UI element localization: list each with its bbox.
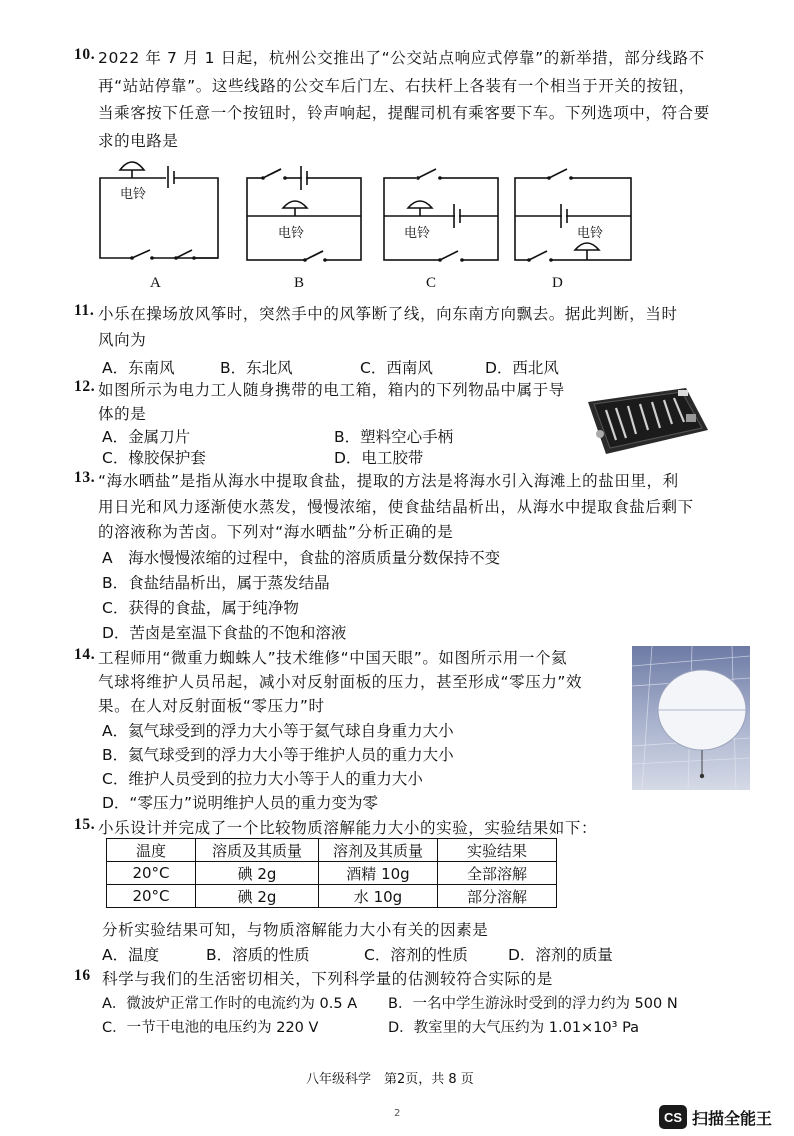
q14-option-a: A．氦气球受到的浮力大小等于氦气球自身重力大小: [102, 722, 454, 740]
q16-line: 科学与我们的生活密切相关，下列科学量的估测较符合实际的是: [102, 970, 553, 988]
q15-number: 15.: [74, 816, 96, 833]
q13-option-d: D．苦卤是室温下食盐的不饱和溶液: [102, 624, 347, 642]
q10-line-3: 当乘客按下任意一个按钮时，铃声响起，提醒司机有乘客要下车。下列选项中，符合要: [98, 104, 710, 122]
q12-option-a: A．金属刀片: [102, 428, 191, 446]
balloon-photo: [632, 646, 750, 790]
q10-line-4: 求的电路是: [98, 132, 179, 150]
q13-option-b: B．食盐结晶析出，属于蒸发结晶: [102, 574, 330, 592]
table-cell: 碘 2g: [196, 885, 319, 908]
table-header-cell: 溶质及其质量: [196, 839, 319, 862]
q11-line-1: 小乐在操场放风筝时，突然手中的风筝断了线，向东南方向飘去。据此判断，当时: [98, 305, 678, 323]
circuit-b-bell-label: 电铃: [278, 226, 305, 241]
q16-option-d: D．教室里的大气压约为 1.01×10³ Pa: [388, 1020, 640, 1036]
table-cell: 酒精 10g: [319, 862, 438, 885]
q15-option-b: B．溶质的性质: [206, 946, 310, 964]
circuit-a-bell-label: 电铃: [120, 187, 147, 202]
q11-line-2: 风向为: [98, 331, 147, 349]
table-header-row: [107, 839, 557, 862]
q11-number: 11.: [74, 302, 95, 319]
table-cell: 部分溶解: [438, 885, 557, 908]
q14-option-d: D．“零压力”说明维护人员的重力变为零: [102, 794, 378, 812]
circuit-c-label: C: [426, 275, 437, 291]
q14-line-1: 工程师用“微重力蜘蛛人”技术维修“中国天眼”。如图所示用一个氦: [98, 649, 568, 667]
q11-option-d: D．西北风: [485, 359, 559, 377]
table-cell: 水 10g: [319, 885, 438, 908]
circuit-d-bell-label: 电铃: [577, 226, 604, 241]
table-header-cell: 实验结果: [438, 839, 557, 862]
q16-option-a: A．微波炉正常工作时的电流约为 0.5 A: [102, 996, 358, 1012]
page-footer: 八年级科学 第2页，共 8 页: [306, 1072, 474, 1087]
q11-option-a: A．东南风: [102, 359, 175, 377]
circuit-d-diagram: [511, 164, 635, 264]
q11-option-b: B．东北风: [220, 359, 293, 377]
q12-line-1: 如图所示为电力工人随身携带的电工箱，箱内的下列物品中属于导: [98, 381, 565, 399]
q13-number: 13.: [74, 469, 96, 486]
toolbox-image: [582, 384, 710, 456]
q12-option-b: B．塑料空心手柄: [334, 428, 454, 446]
table-cell: 20°C: [107, 862, 196, 885]
circuit-c-diagram: [380, 164, 502, 264]
table-cell: 全部溶解: [438, 862, 557, 885]
q15-option-c: C．溶剂的性质: [364, 946, 468, 964]
q13-line-1: “海水晒盐”是指从海水中提取食盐，提取的方法是将海水引入海滩上的盐田里，利: [98, 472, 679, 490]
q15-line: 小乐设计并完成了一个比较物质溶解能力大小的实验，实验结果如下：: [98, 819, 598, 837]
q13-line-2: 用日光和风力逐渐使水蒸发，慢慢浓缩，使食盐结晶析出，从海水中提取食盐后剩下: [98, 498, 694, 516]
q14-number: 14.: [74, 646, 96, 663]
q14-option-c: C．维护人员受到的拉力大小等于人的重力大小: [102, 770, 423, 788]
circuit-a-diagram: [96, 156, 222, 264]
q13-option-c: C．获得的食盐，属于纯净物: [102, 599, 299, 617]
q15-after-text: 分析实验结果可知，与物质溶解能力大小有关的因素是: [102, 921, 489, 939]
q12-line-2: 体的是: [98, 405, 147, 423]
q10-number: 10.: [74, 46, 96, 63]
circuit-d-label: D: [552, 275, 563, 291]
q12-option-d: D．电工胶带: [334, 449, 424, 467]
q12-number: 12.: [74, 378, 96, 395]
q14-line-2: 气球将维护人员吊起，减小对反射面板的压力，甚至形成“零压力”效: [98, 673, 583, 691]
table-row: [107, 862, 557, 885]
circuit-c-bell-label: 电铃: [404, 226, 431, 241]
circuit-d: [511, 164, 635, 264]
q10-line-2: 再“站站停靠”。这些线路的公交车后门左、右扶杆上各装有一个相当于开关的按钮，: [98, 77, 695, 95]
page-number: 2: [394, 1108, 401, 1119]
table-header-cell: 温度: [107, 839, 196, 862]
circuit-a-label: A: [150, 275, 161, 291]
circuit-a: [96, 156, 222, 264]
table-header-cell: 溶剂及其质量: [319, 839, 438, 862]
circuit-b-diagram: [243, 164, 365, 264]
circuit-b-label: B: [294, 275, 305, 291]
q16-option-c: C．一节干电池的电压约为 220 V: [102, 1020, 319, 1036]
camscanner-logo-icon: CS: [659, 1105, 687, 1129]
q16-number: 16: [74, 967, 91, 984]
circuit-c: [380, 164, 502, 264]
camscanner-watermark: 扫描全能王: [692, 1109, 773, 1128]
table-cell: 20°C: [107, 885, 196, 908]
q15-option-d: D．溶剂的质量: [508, 946, 613, 964]
q12-option-c: C．橡胶保护套: [102, 449, 206, 467]
q13-line-3: 的溶液称为苦卤。下列对“海水晒盐”分析正确的是: [98, 523, 454, 541]
table-cell: 碘 2g: [196, 862, 319, 885]
q16-option-b: B．一名中学生游泳时受到的浮力约为 500 N: [388, 996, 678, 1012]
q13-option-a: A 海水慢慢浓缩的过程中，食盐的溶质质量分数保持不变: [102, 549, 501, 567]
q11-option-c: C．西南风: [360, 359, 433, 377]
q14-line-3: 果。在人对反射面板“零压力”时: [98, 697, 325, 715]
circuit-b: [243, 164, 365, 264]
table-row: [107, 885, 557, 908]
q10-line-1: 2022 年 7 月 1 日起，杭州公交推出了“公交站点响应式停靠”的新举措，部分线路不: [98, 49, 705, 67]
q15-option-a: A．温度: [102, 946, 160, 964]
q14-option-b: B．氦气球受到的浮力大小等于维护人员的重力大小: [102, 746, 454, 764]
solubility-table: [106, 838, 557, 908]
